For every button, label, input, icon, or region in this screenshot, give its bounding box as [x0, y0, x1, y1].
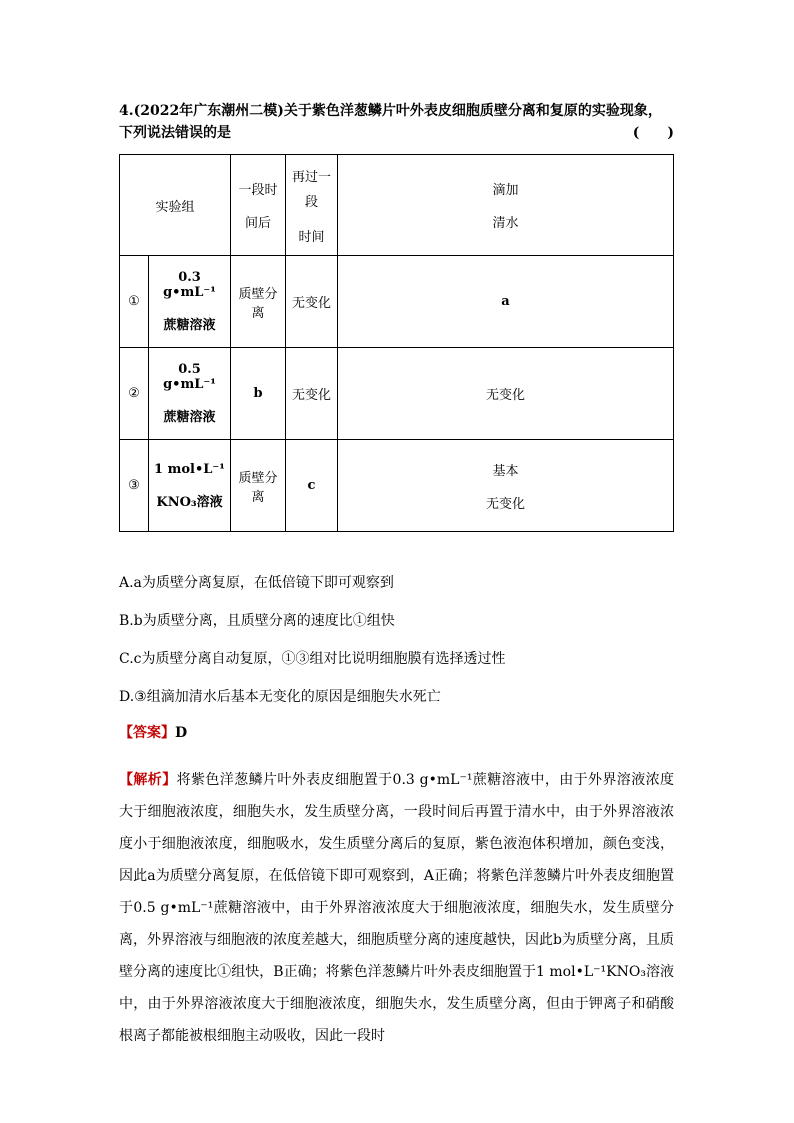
header-group: 实验组: [120, 155, 231, 256]
header-after: 一段时 间后: [231, 155, 286, 256]
row-after: b: [231, 348, 286, 440]
row-number: ②: [120, 348, 149, 440]
row-solution: 1 mol•L⁻¹ KNO₃溶液: [149, 440, 231, 532]
question-title: [119, 100, 674, 144]
header-later: 再过一 段 时间: [286, 155, 338, 256]
answer-line: [119, 722, 187, 742]
row-number: ③: [120, 440, 149, 532]
table-row: [120, 348, 674, 440]
header-water: 滴加 清水: [338, 155, 674, 256]
answer-tag: 【答案】: [119, 725, 175, 741]
option-b: B.b为质壁分离，且质壁分离的速度比①组快: [119, 613, 395, 629]
analysis-tag: 【解析】: [119, 772, 177, 788]
row-solution: 0.3 g•mL⁻¹ 蔗糖溶液: [149, 256, 231, 348]
table-header-row: [120, 155, 674, 256]
table-row: [120, 256, 674, 348]
option-d: D.③组滴加清水后基本无变化的原因是细胞失水死亡: [119, 689, 441, 705]
row-after: 质壁分离: [231, 256, 286, 348]
row-water: a: [338, 256, 674, 348]
answer-parentheses: ( ): [632, 125, 674, 141]
row-number: ①: [120, 256, 149, 348]
row-later: 无变化: [286, 348, 338, 440]
row-water: 基本 无变化: [338, 440, 674, 532]
option-a: A.a为质壁分离复原，在低倍镜下即可观察到: [119, 575, 394, 591]
analysis-paragraph: [119, 764, 674, 1052]
row-solution: 0.5 g•mL⁻¹ 蔗糖溶液: [149, 348, 231, 440]
option-c: C.c为质壁分离自动复原，①③组对比说明细胞膜有选择透过性: [119, 651, 506, 667]
experiment-table: [119, 154, 674, 532]
row-later: 无变化: [286, 256, 338, 348]
table-row: [120, 440, 674, 532]
row-later: c: [286, 440, 338, 532]
answer-value: D: [175, 725, 188, 741]
analysis-text: 将紫色洋葱鳞片叶外表皮细胞置于0.3 g•mL⁻¹蔗糖溶液中，由于外界溶液浓度大于细胞液浓度，细胞失水，发生质壁分离，一段时间后再置于清水中，由于外界溶液浓度小于细胞液浓度，细胞吸水，发生质壁分离后的复原，紫色液泡体积增加，颜色变浅，因此a为质壁分离复原，在低倍镜下即可观察到，A正确；将紫色洋葱鳞片叶外表皮细胞置于0.5 g•mL⁻¹蔗糖溶液中，由于外界溶液浓度大于细胞液浓度，细胞失水，发生质壁分离，外界溶液与细胞液的浓度差越大，细胞质壁分离的速度越快，因此b为质壁分离，且质壁分离的速度比①组快，B正确；将紫色洋葱鳞片叶外表皮细胞置于1 mol•L⁻¹KNO₃溶液中，由于外界溶液浓度大于细胞液浓度，细胞失水，发生质壁分离，但由于钾离子和硝酸根离子都能被根细胞主动吸收，因此一段时: [119, 772, 674, 1044]
row-water: 无变化: [338, 348, 674, 440]
row-after: 质壁分离: [231, 440, 286, 532]
question-text: 4.(2022年广东潮州二模)关于紫色洋葱鳞片叶外表皮细胞质壁分离和复原的实验现象，下列说法错误的是: [119, 103, 662, 141]
